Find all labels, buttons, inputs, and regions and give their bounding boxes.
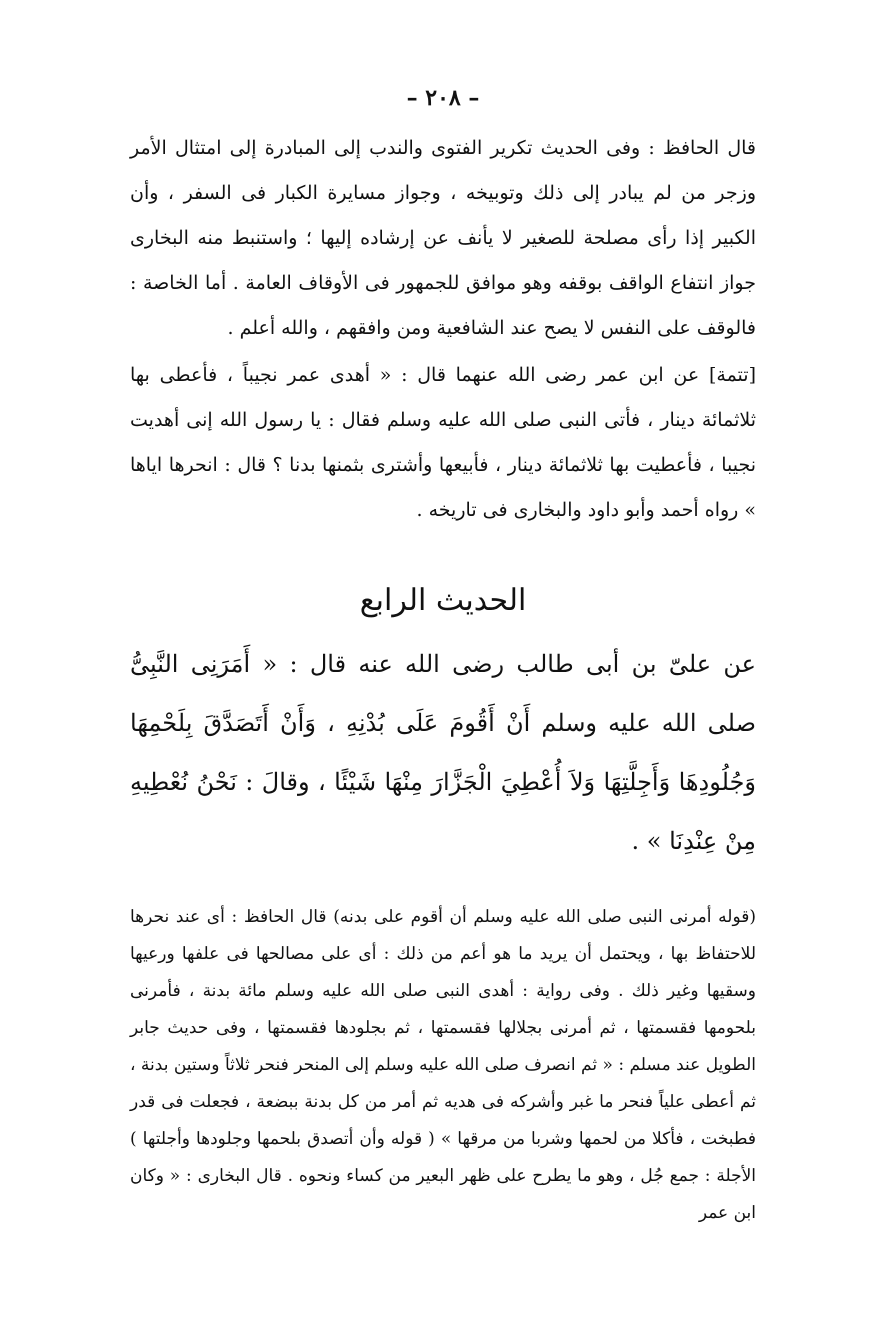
intro-section — [130, 126, 756, 533]
supplement-text: عن ابن عمر رضى الله عنهما قال : « أهدى عمر نجيباً ، فأعطى بها ثلاثمائة دينار ، فأتى النبى صلى الله عليه وسلم فقال : يا رسول الله إنى أهديت نجيبا ، فأعطيت بها ثلاثمائة دينار ، فأبيعها وأشترى بثمنها بدنا ؟ قال : انحرها اياها » رواه أحمد وأبو داود والبخارى فى تاريخه . — [130, 364, 756, 521]
book-page — [130, 76, 756, 1316]
supplement-label: [تتمة] — [708, 364, 756, 386]
hadith-text: عن علىّ بن أبى طالب رضى الله عنه قال : « أَمَرَنِى النَّبِىُّ صلى الله عليه وسلم أَنْ أَقُومَ عَلَى بُدْنِهِ ، وَأَنْ أَتَصَدَّقَ بِلَحْمِهَا وَجُلُودِهَا وَأَجِلَّتِهَا وَلاَ أُعْطِيَ الْجَزَّارَ مِنْهَا شَيْئًا ، وقالَ : نَحْنُ نُعْطِيهِ مِنْ عِنْدِنَا » . — [130, 650, 756, 855]
page-number: – ٢٠٨ – — [406, 85, 480, 111]
section-heading: الحديث الرابع — [359, 583, 527, 618]
paragraph-hafiz-commentary: قال الحافظ : وفى الحديث تكرير الفتوى والندب إلى المبادرة إلى امتثال الأمر وزجر من لم يبادر إلى ذلك وتوبيخه ، وجواز مسايرة الكبار فى السفر ، وأن الكبير إذا رأى مصلحة للصغير لا يأنف عن إرشاده إليها ؛ واستنبط منه البخارى جواز انتفاع الواقف بوقفه وهو موافق للجمهور فى الأوقاف العامة . أما الخاصة : فالوقف على النفس لا يصح عند الشافعية ومن وافقهم ، والله أعلم . — [130, 137, 756, 339]
paragraph-supplement — [130, 353, 756, 533]
commentary-text: (قوله أمرنى النبى صلى الله عليه وسلم أن أقوم على بدنه) قال الحافظ : أى عند نحرها للاحتفاظ بها ، ويحتمل أن يريد ما هو أعم من ذلك : أى على مصالحها فى علفها ورعيها وسقيها وغير ذلك . وفى رواية : أهدى النبى صلى الله عليه وسلم مائة بدنة ، فأمرنى بلحومها فقسمتها ، ثم أمرنى بجلالها فقسمتها ، ثم بجلودها فقسمتها ، وفى حديث جابر الطويل عند مسلم : « ثم انصرف صلى الله عليه وسلم إلى المنحر فنحر ثلاثاً وستين بدنة ، ثم أعطى علياً فنحر ما غبر وأشركه فى هديه ثم أمر من كل بدنة ببضعة ، فجعلت فى قدر فطبخت ، فأكلا من لحمها وشربا من مرقها » ( قوله وأن أتصدق بلحمها وجلودها وأجلتها ) الأجلة : جمع جُل ، وهو ما يطرح على ظهر البعير من كساء ونحوه . قال البخارى : « وكان ابن عمر — [130, 907, 756, 1223]
